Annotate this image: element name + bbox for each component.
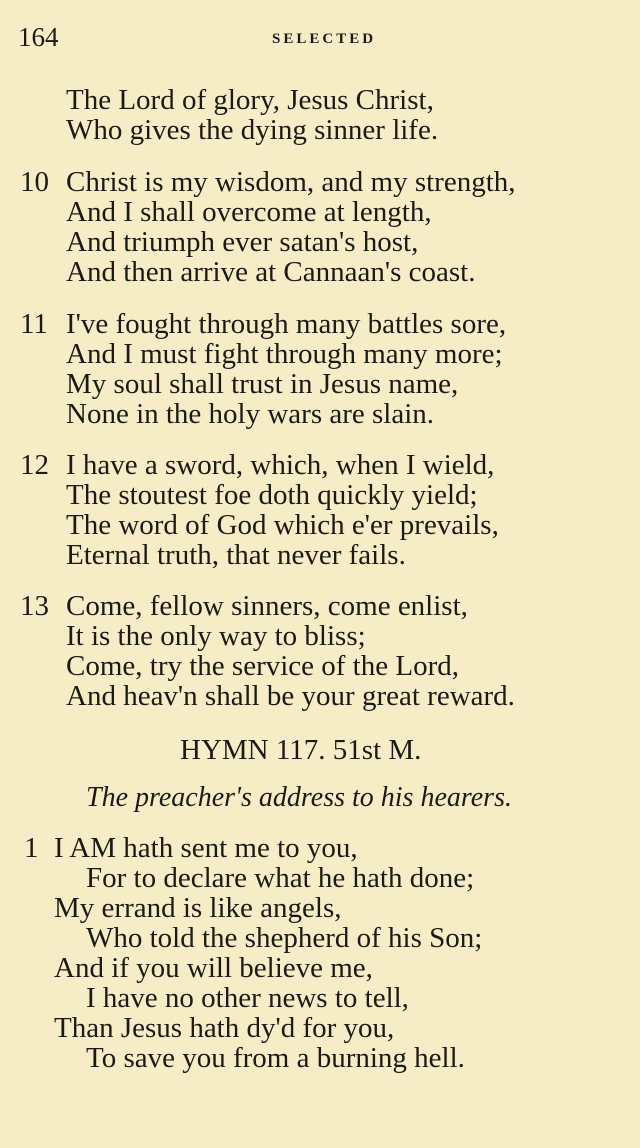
hymn-subtitle: The preacher's address to his hearers.: [86, 782, 512, 813]
verse-line: And heav'n shall be your great reward.: [66, 680, 515, 712]
verse-line: Eternal truth, that never fails.: [66, 539, 406, 571]
verse-number: 13: [20, 590, 49, 622]
verse-line: My errand is like angels,: [54, 892, 342, 924]
verse-line: Christ is my wisdom, and my strength,: [66, 166, 516, 198]
hymn-title: HYMN 117. 51st M.: [180, 734, 422, 766]
verse-number: 10: [20, 166, 49, 198]
verse-line: And triumph ever satan's host,: [66, 226, 419, 258]
verse-number: 11: [20, 308, 48, 340]
verse-line: It is the only way to bliss;: [66, 620, 366, 652]
verse-line: And I shall overcome at length,: [66, 196, 432, 228]
verse-line: I have no other news to tell,: [86, 982, 409, 1014]
verse-number: 12: [20, 449, 49, 481]
running-title: SELECTED: [272, 31, 377, 47]
verse-line: The word of God which e'er prevails,: [66, 509, 499, 541]
verse-line: I've fought through many battles sore,: [66, 308, 507, 340]
verse-line: I have a sword, which, when I wield,: [66, 449, 495, 481]
verse-line: Come, try the service of the Lord,: [66, 650, 459, 682]
verse-line: Who gives the dying sinner life.: [66, 114, 439, 146]
verse-line: To save you from a burning hell.: [86, 1042, 465, 1074]
verse-line: None in the holy wars are slain.: [66, 398, 435, 430]
verse-line: My soul shall trust in Jesus name,: [66, 368, 459, 400]
page-number: 164: [18, 22, 59, 52]
verse-line: The stoutest foe doth quickly yield;: [66, 479, 478, 511]
verse-line: Than Jesus hath dy'd for you,: [54, 1012, 395, 1044]
verse-line: Come, fellow sinners, come enlist,: [66, 590, 468, 622]
verse-line: The Lord of glory, Jesus Christ,: [66, 84, 434, 116]
verse-number: 1: [24, 832, 39, 864]
verse-line: And then arrive at Cannaan's coast.: [66, 256, 476, 288]
verse-line: For to declare what he hath done;: [86, 862, 475, 894]
verse-line: Who told the shepherd of his Son;: [86, 922, 483, 954]
verse-line: I AM hath sent me to you,: [54, 832, 358, 864]
verse-line: And I must fight through many more;: [66, 338, 503, 370]
verse-line: And if you will believe me,: [54, 952, 373, 984]
